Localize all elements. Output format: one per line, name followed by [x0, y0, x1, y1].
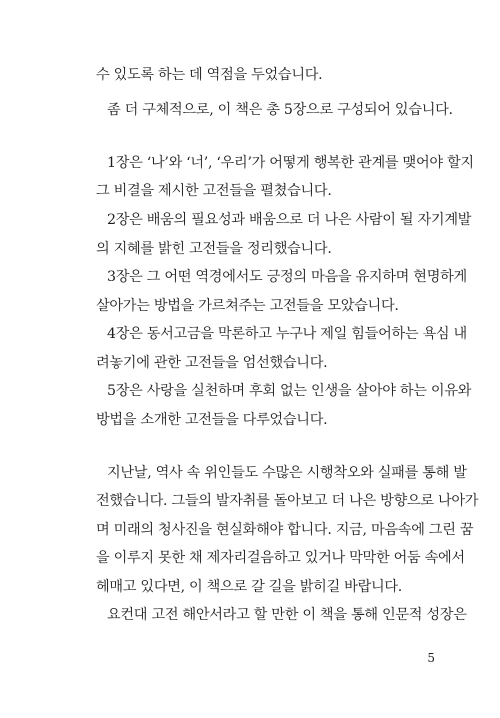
text-line: 3장은 그 어떤 역경에서도 긍정의 마음을 유지하며 현명하게: [107, 269, 467, 285]
text-line: 지난날, 역사 속 위인들도 수많은 시행착오와 실패를 통해 발: [107, 465, 467, 481]
text-line: 수 있도록 하는 데 역점을 두었습니다.: [96, 67, 323, 83]
text-line: 2장은 배움의 필요성과 배움으로 더 나은 사람이 될 자기계발: [107, 212, 472, 228]
page-number: 5: [427, 651, 435, 665]
text-line: 전했습니다. 그들의 발자취를 돌아보고 더 나은 방향으로 나아가: [96, 493, 479, 509]
text-line: 의 지혜를 밝힌 고전들을 정리했습니다.: [96, 241, 332, 257]
text-line: 1장은 ‘나’와 ‘너’, ‘우리’가 어떻게 행복한 관계를 맺어야 할지: [107, 155, 474, 171]
text-line: 며 미래의 청사진을 현실화해야 합니다. 지금, 마음속에 그린 꿈: [96, 522, 474, 538]
text-line: 을 이루지 못한 채 제자리걸음하고 있거나 막막한 어둠 속에서: [96, 550, 465, 566]
text-line: 4장은 동서고금을 막론하고 누구나 제일 힘들어하는 욕심 내: [107, 326, 467, 342]
text-line: 려놓기에 관한 고전들을 엄선했습니다.: [96, 355, 328, 371]
text-line: 좀 더 구체적으로, 이 책은 총 5장으로 구성되어 있습니다.: [107, 102, 453, 118]
text-line: 5장은 사랑을 실천하며 후회 없는 인생을 살아야 하는 이유와: [107, 383, 472, 399]
text-line: 그 비결을 제시한 고전들을 펼쳤습니다.: [96, 183, 332, 199]
text-line: 헤매고 있다면, 이 책으로 갈 길을 밝히길 바랍니다.: [96, 579, 402, 595]
text-line: 살아가는 방법을 가르쳐주는 고전들을 모았습니다.: [96, 298, 399, 314]
text-line: 요컨대 고전 해안서라고 할 만한 이 책을 통해 인문적 성장은: [107, 607, 467, 623]
text-line: 방법을 소개한 고전들을 다루었습니다.: [96, 412, 328, 428]
